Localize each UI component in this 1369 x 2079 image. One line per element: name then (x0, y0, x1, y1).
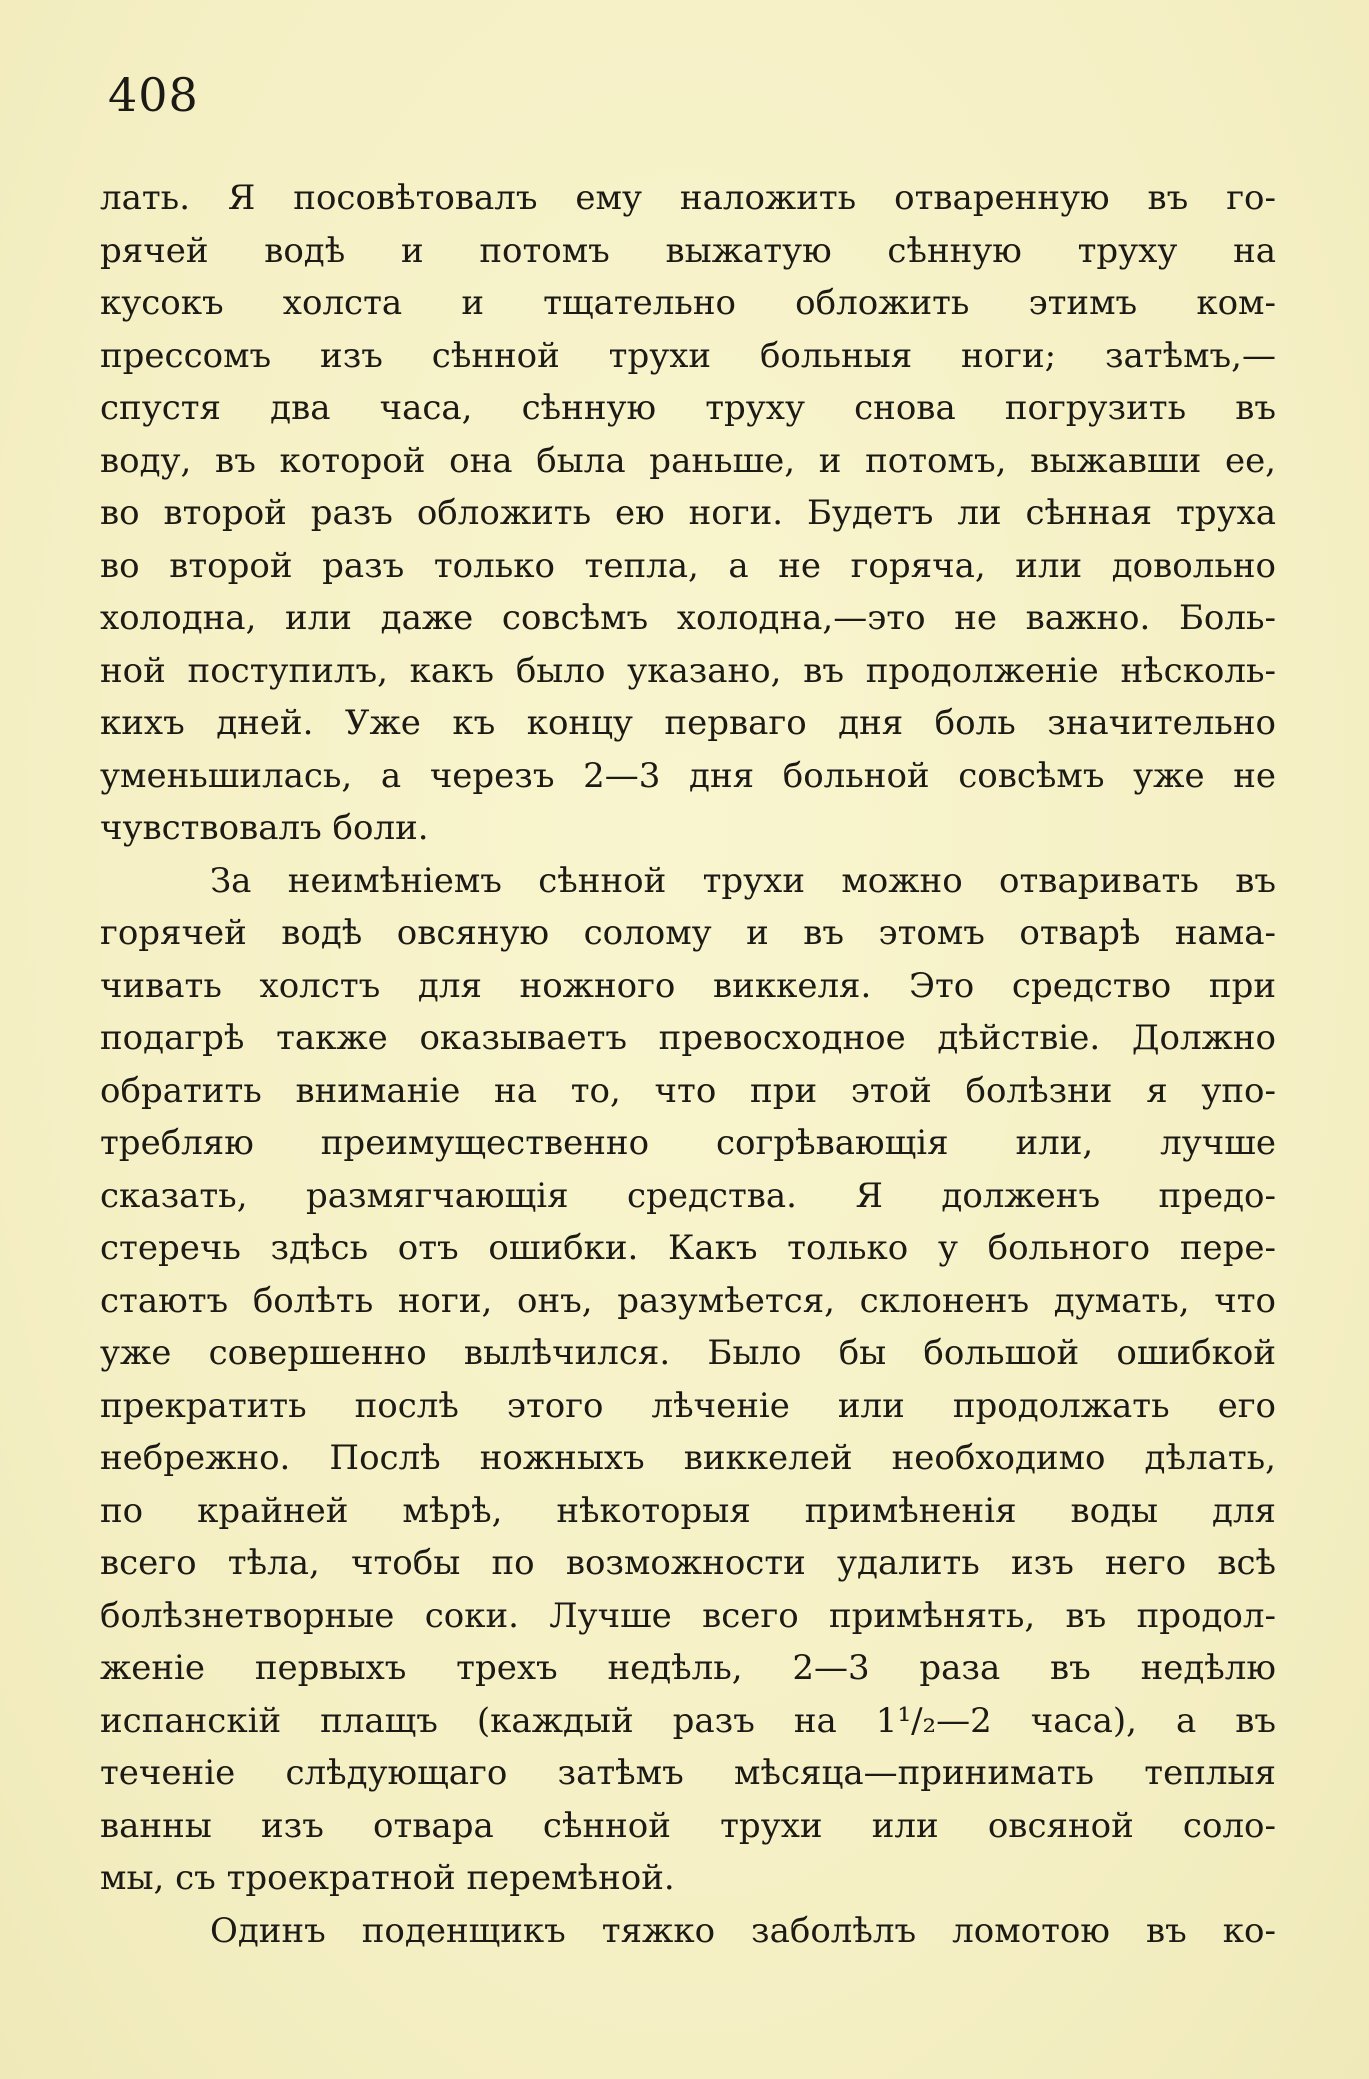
text-line: во второй разъ только тепла, а не горяча, или довольно (100, 545, 1276, 586)
text-line: теченіе слѣдующаго затѣмъ мѣсяца—принимать теплыя (100, 1753, 1276, 1793)
paragraph-start-line: За неимѣніемъ сѣнной трухи можно отваривать въ (210, 860, 1276, 901)
text-line: требляю преимущественно согрѣвающія или, лучше (100, 1123, 1276, 1163)
text-line: спустя два часа, сѣнную труху снова погрузить въ (100, 388, 1276, 428)
text-line: женіе первыхъ трехъ недѣль, 2—3 раза въ недѣлю (100, 1648, 1276, 1688)
text-line: рячей водѣ и потомъ выжатую сѣнную труху на (100, 230, 1276, 271)
text-line: подагрѣ также оказываетъ превосходное дѣйствіе. Должно (100, 1018, 1276, 1058)
text-line: небрежно. Послѣ ножныхъ виккелей необходимо дѣлать, (100, 1438, 1276, 1478)
text-line: обратить вниманіе на то, что при этой болѣзни я упо- (100, 1070, 1276, 1111)
text-line: испанскій плащъ (каждый разъ на 1¹/₂—2 часа), а въ (100, 1700, 1276, 1741)
text-line: по крайней мѣрѣ, нѣкоторыя примѣненія воды для (100, 1490, 1276, 1531)
text-line: чивать холстъ для ножного виккеля. Это средство при (100, 965, 1276, 1006)
text-line: мы, съ троекратной перемѣной. (100, 1858, 675, 1898)
text-line: ванны изъ отвара сѣнной трухи или овсяной соло- (100, 1805, 1276, 1846)
body-text (100, 172, 1276, 1957)
page-number: 408 (108, 68, 199, 122)
text-line: кусокъ холста и тщательно обложить этимъ ком- (100, 283, 1276, 323)
text-line: горячей водѣ овсяную солому и въ этомъ отварѣ нама- (100, 913, 1276, 953)
text-line: стеречь здѣсь отъ ошибки. Какъ только у больного пере- (100, 1228, 1276, 1268)
text-line: прессомъ изъ сѣнной трухи больныя ноги; затѣмъ,— (100, 335, 1276, 376)
text-line: ной поступилъ, какъ было указано, въ продолженіе нѣсколь- (100, 650, 1276, 691)
text-line: кихъ дней. Уже къ концу перваго дня боль значительно (100, 703, 1276, 743)
text-line: уменьшилась, а черезъ 2—3 дня больной совсѣмъ уже не (100, 755, 1276, 796)
text-line: лать. Я посовѣтовалъ ему наложить отваренную въ го- (100, 178, 1276, 218)
text-line: прекратить послѣ этого лѣченіе или продолжать его (100, 1385, 1276, 1426)
text-line: болѣзнетворные соки. Лучше всего примѣнять, въ продол- (100, 1595, 1276, 1636)
text-line: сказать, размягчающія средства. Я долженъ предо- (100, 1175, 1276, 1216)
text-line: всего тѣла, чтобы по возможности удалить изъ него всѣ (100, 1543, 1276, 1583)
text-line: чувствовалъ боли. (100, 808, 429, 848)
text-line: воду, въ которой она была раньше, и потомъ, выжавши ее, (100, 440, 1276, 481)
text-line: во второй разъ обложить ею ноги. Будетъ ли сѣнная труха (100, 493, 1276, 533)
text-line: стаютъ болѣть ноги, онъ, разумѣется, склоненъ думать, что (100, 1280, 1276, 1321)
text-line: уже совершенно вылѣчился. Было бы большой ошибкой (100, 1333, 1276, 1373)
text-line: холодна, или даже совсѣмъ холодна,—это не важно. Боль- (100, 598, 1276, 638)
paragraph-start-line: Одинъ поденщикъ тяжко заболѣлъ ломотою въ ко- (210, 1910, 1276, 1951)
